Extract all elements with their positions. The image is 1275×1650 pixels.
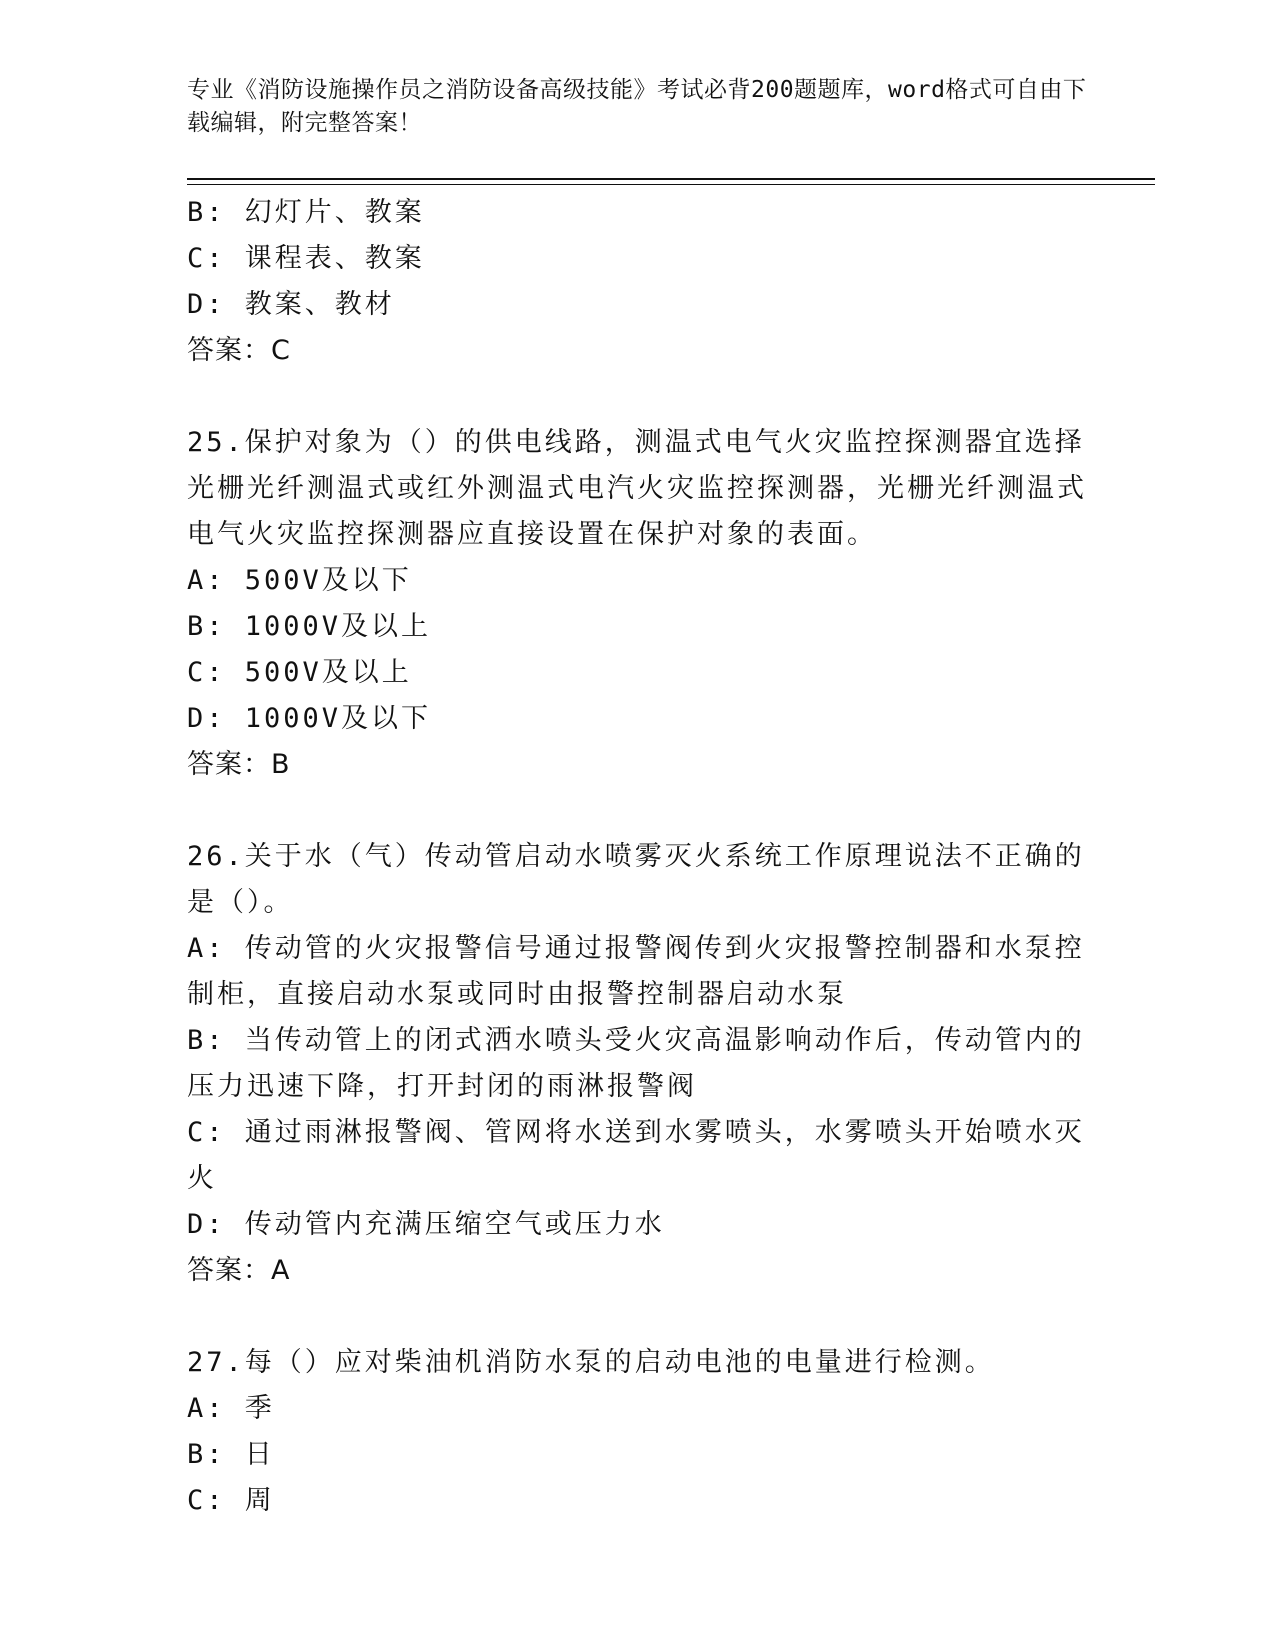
document-header: 专业《消防设施操作员之消防设备高级技能》考试必背200题题库，word格式可自由下载编辑，附完整答案！: [187, 77, 1087, 136]
answer-line: 答案：A: [187, 1255, 291, 1286]
document-body: [187, 190, 1087, 1524]
header-rule-thick: [187, 178, 1155, 180]
option-c: C: 周: [187, 1485, 275, 1516]
option-b: B: 1000V及以上: [187, 611, 432, 642]
spacer: [187, 374, 1087, 420]
question-27-text: 27.每（）应对柴油机消防水泵的启动电池的电量进行检测。: [187, 1347, 995, 1378]
option-a: A: 季: [187, 1393, 275, 1424]
option-c: C: 课程表、教案: [187, 243, 425, 274]
answer-line: 答案：C: [187, 335, 291, 366]
question-26-text: 26.关于水（气）传动管启动水喷雾灭火系统工作原理说法不正确的是（）。: [187, 841, 1085, 918]
option-d: D: 教案、教材: [187, 289, 395, 320]
question-27-block: [187, 1340, 1087, 1524]
question-26-block: [187, 834, 1087, 1294]
spacer: [187, 1294, 1087, 1340]
answer-line: 答案：B: [187, 749, 291, 780]
option-c: C: 500V及以上: [187, 657, 412, 688]
question-25-text: 25.保护对象为（）的供电线路，测温式电气火灾监控探测器宜选择光栅光纤测温式或红外测温式电汽火灾监控探测器，光栅光纤测温式电气火灾监控探测器应直接设置在保护对象的表面。: [187, 427, 1087, 550]
option-c: C: 通过雨淋报警阀、管网将水送到水雾喷头，水雾喷头开始喷水灭火: [187, 1117, 1085, 1194]
option-b: B: 当传动管上的闭式洒水喷头受火灾高温影响动作后，传动管内的压力迅速下降，打开封闭的雨淋报警阀: [187, 1025, 1085, 1102]
option-b: B: 日: [187, 1439, 275, 1470]
option-b: B: 幻灯片、教案: [187, 197, 425, 228]
option-a: A: 传动管的火灾报警信号通过报警阀传到火灾报警控制器和水泵控制柜，直接启动水泵或同时由报警控制器启动水泵: [187, 933, 1085, 1010]
option-d: D: 传动管内充满压缩空气或压力水: [187, 1209, 665, 1240]
question-25-block: [187, 420, 1087, 788]
prev-question-block: [187, 190, 1087, 374]
option-d: D: 1000V及以下: [187, 703, 432, 734]
option-a: A: 500V及以下: [187, 565, 412, 596]
spacer: [187, 788, 1087, 834]
header-rule-thin: [187, 184, 1155, 185]
